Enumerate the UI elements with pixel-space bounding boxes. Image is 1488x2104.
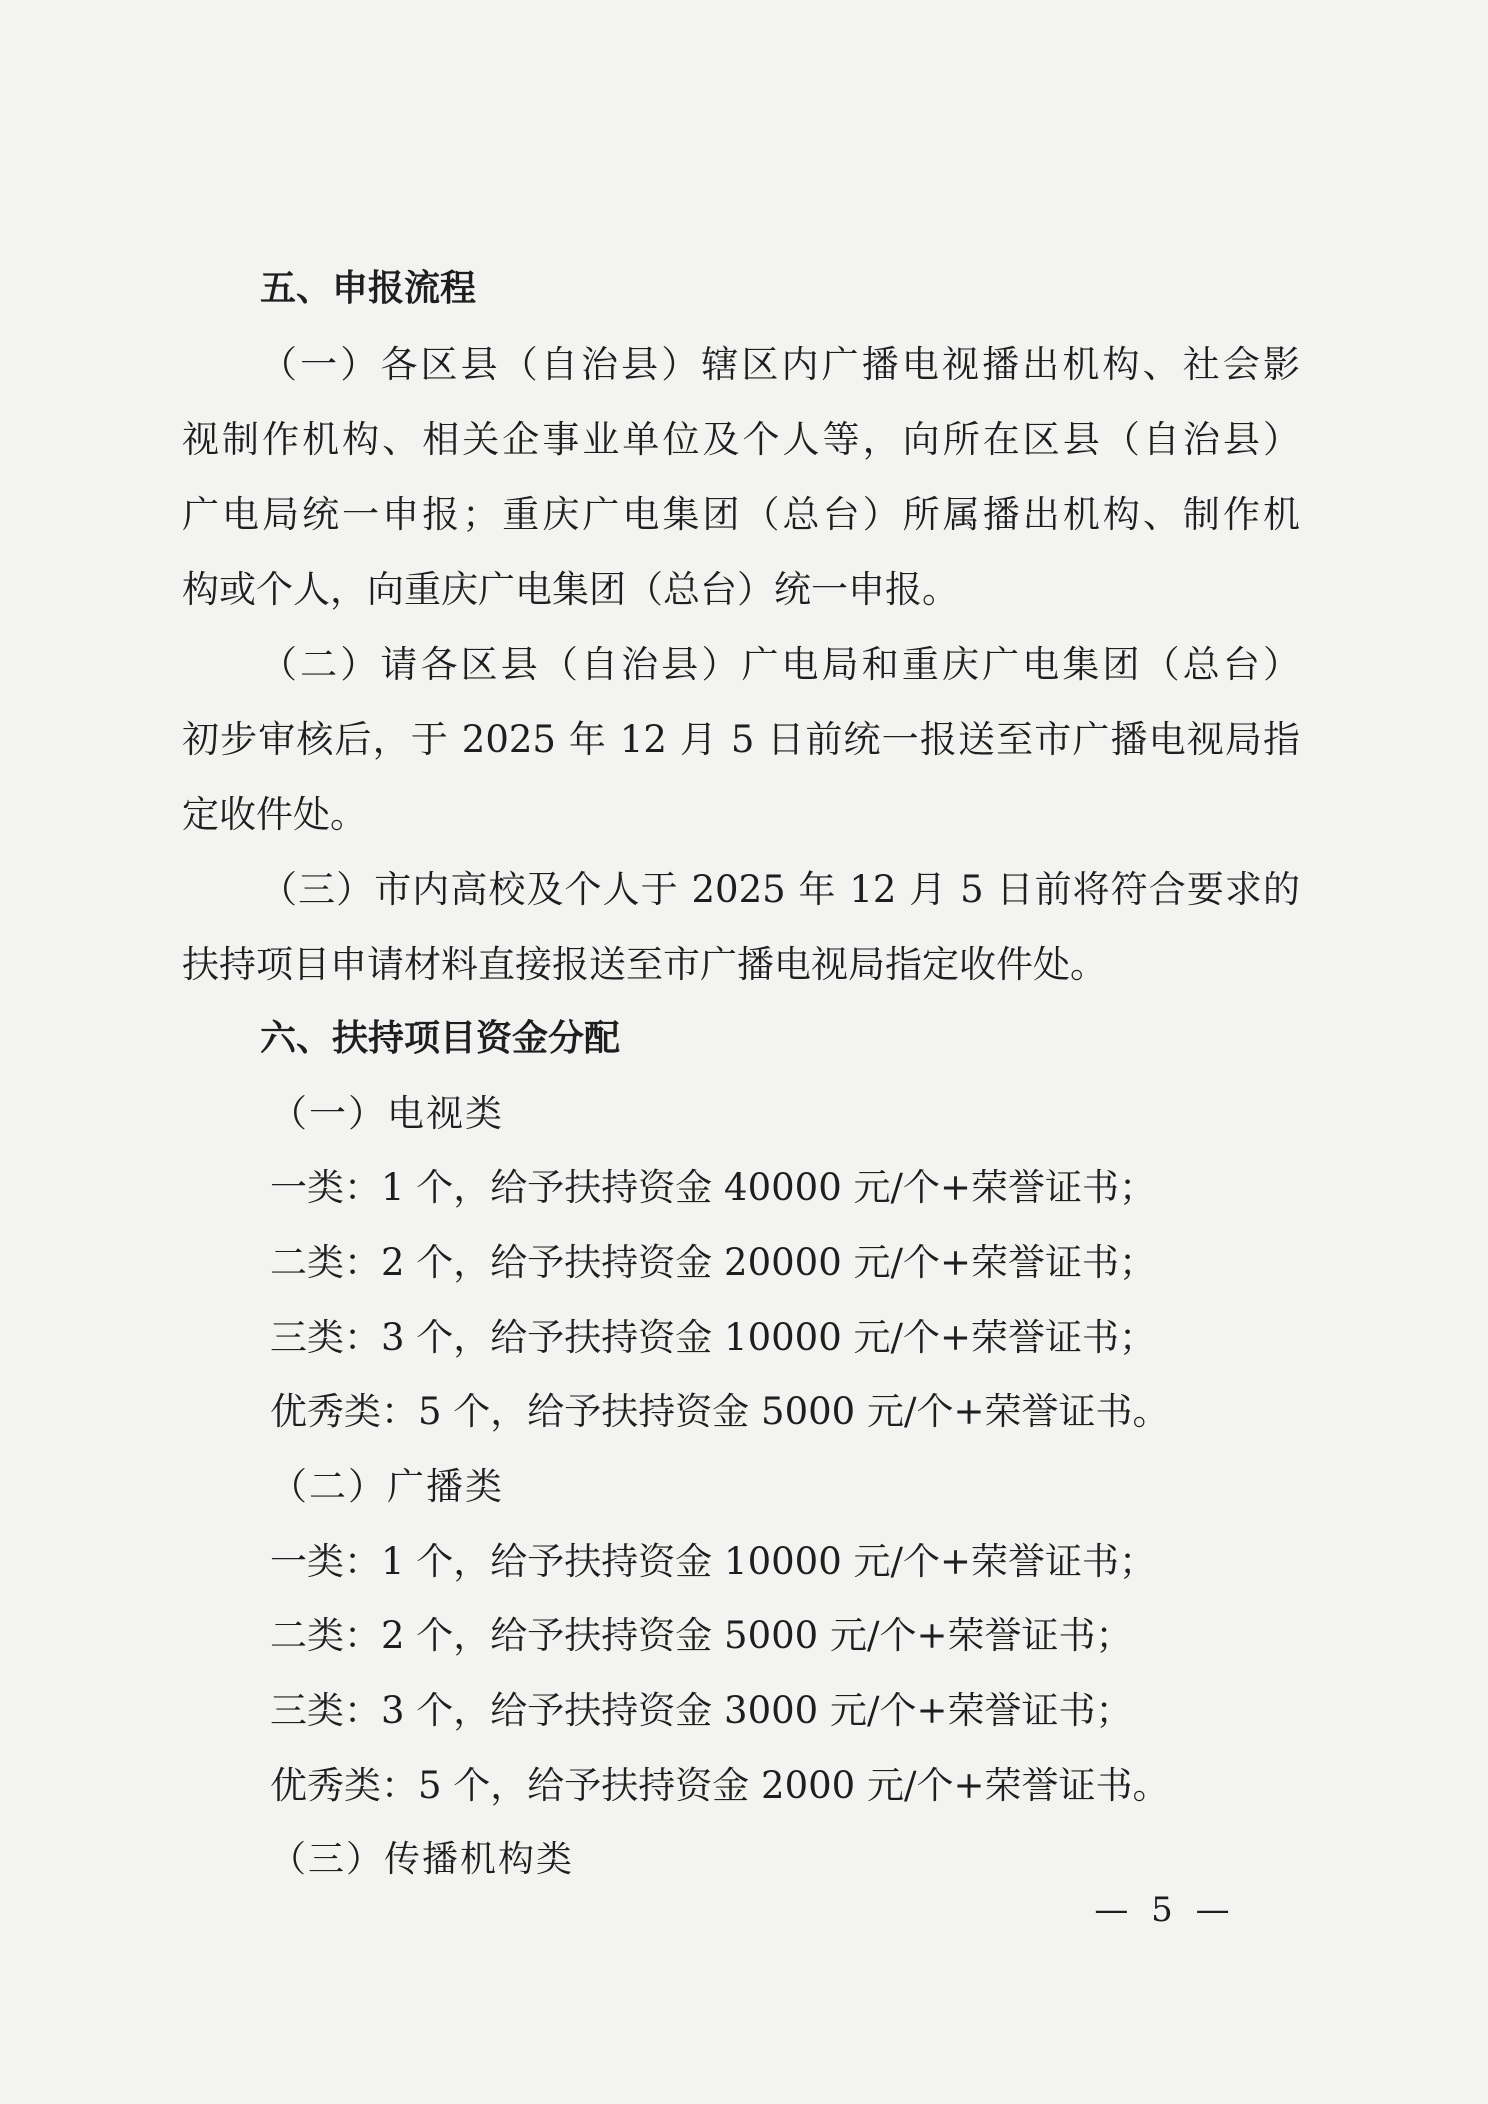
paragraph-line: 定收件处。	[182, 793, 367, 836]
paragraph-line: 扶持项目申请材料直接报送至市广播电视局指定收件处。	[182, 943, 1107, 986]
paragraph-line: （二）请各区县（自治县）广电局和重庆广电集团（总台）	[260, 643, 1300, 686]
list-item: 优秀类：5 个，给予扶持资金 5000 元/个+荣誉证书。	[270, 1390, 1170, 1433]
paragraph-line: 初步审核后，于 2025 年 12 月 5 日前统一报送至市广播电视局指	[182, 718, 1300, 761]
paragraph-line: （三）市内高校及个人于 2025 年 12 月 5 日前将符合要求的	[260, 868, 1300, 911]
paragraph-line: 视制作机构、相关企事业单位及个人等，向所在区县（自治县）	[182, 418, 1300, 461]
list-item: 三类：3 个，给予扶持资金 3000 元/个+荣誉证书；	[270, 1689, 1133, 1732]
paragraph-line: （一）各区县（自治县）辖区内广播电视播出机构、社会影	[260, 343, 1300, 386]
list-item: 三类：3 个，给予扶持资金 10000 元/个+荣誉证书；	[270, 1316, 1156, 1359]
page-number: — 5 —	[1094, 1890, 1236, 1930]
list-item: 优秀类：5 个，给予扶持资金 2000 元/个+荣誉证书。	[270, 1764, 1170, 1807]
paragraph-line: 广电局统一申报；重庆广电集团（总台）所属播出机构、制作机	[182, 493, 1300, 536]
list-item: 一类：1 个，给予扶持资金 10000 元/个+荣誉证书；	[270, 1540, 1156, 1583]
list-item: 二类：2 个，给予扶持资金 20000 元/个+荣誉证书；	[270, 1241, 1156, 1284]
subsection-heading-broadcast-org: （三）传播机构类	[270, 1839, 575, 1880]
subsection-heading-radio: （二）广播类	[270, 1465, 504, 1508]
paragraph-line: 构或个人，向重庆广电集团（总台）统一申报。	[182, 568, 959, 611]
list-item: 二类：2 个，给予扶持资金 5000 元/个+荣誉证书；	[270, 1614, 1133, 1657]
list-item: 一类：1 个，给予扶持资金 40000 元/个+荣誉证书；	[270, 1166, 1156, 1209]
subsection-heading-tv: （一）电视类	[270, 1092, 504, 1135]
section-heading-5: 五、申报流程	[260, 268, 477, 309]
section-heading-6: 六、扶持项目资金分配	[260, 1018, 621, 1059]
